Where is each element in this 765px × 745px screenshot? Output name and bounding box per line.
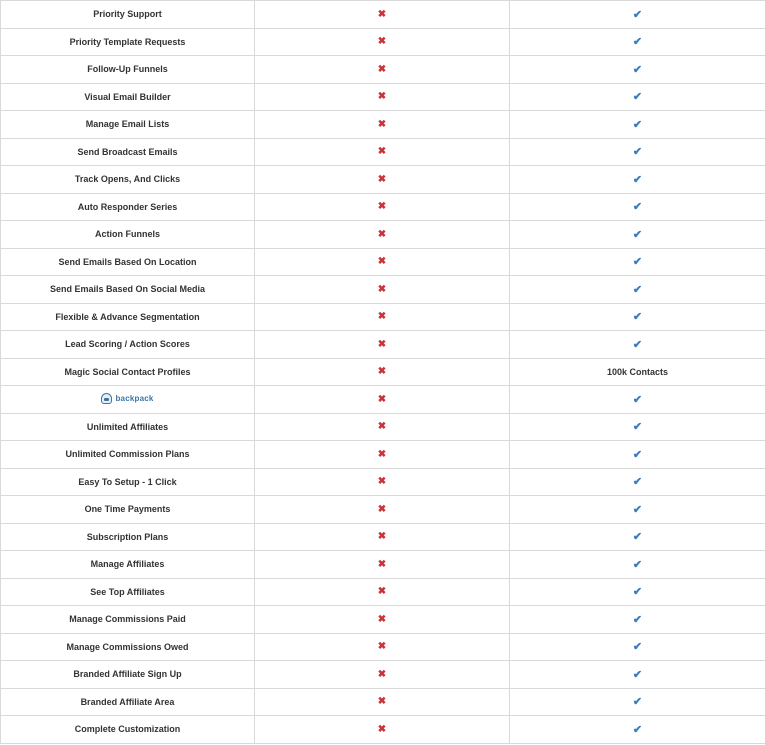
basic-plan-cell [255, 386, 510, 414]
basic-plan-cell [255, 523, 510, 551]
checkmark-icon: ✔ [632, 613, 643, 626]
feature-label: Flexible & Advance Segmentation [55, 311, 200, 322]
feature-label: Lead Scoring / Action Scores [65, 339, 190, 350]
table-row [1, 248, 765, 276]
feature-cell [1, 578, 255, 606]
checkmark-icon: ✔ [632, 668, 643, 681]
cross-icon: ✖ [377, 201, 387, 213]
checkmark-icon: ✔ [632, 283, 643, 296]
feature-label: Manage Commissions Owed [66, 641, 189, 652]
feature-cell [1, 606, 255, 634]
cross-icon: ✖ [377, 558, 387, 570]
table-row [1, 111, 765, 139]
feature-cell [1, 441, 255, 469]
feature-cell [1, 413, 255, 441]
cross-icon: ✖ [377, 641, 387, 653]
cross-icon: ✖ [377, 36, 387, 48]
basic-plan-cell [255, 716, 510, 744]
cross-icon: ✖ [377, 613, 387, 625]
basic-plan-cell [255, 193, 510, 221]
basic-plan-cell [255, 276, 510, 304]
feature-cell [1, 221, 255, 249]
backpack-logo [101, 393, 153, 404]
basic-plan-cell [255, 661, 510, 689]
table-row [1, 413, 765, 441]
cross-icon: ✖ [377, 448, 387, 460]
feature-cell [1, 248, 255, 276]
feature-label: One Time Payments [84, 504, 171, 515]
checkmark-icon: ✔ [632, 586, 643, 599]
pro-plan-cell [510, 688, 765, 716]
table-row [1, 468, 765, 496]
pro-plan-cell [510, 193, 765, 221]
pro-plan-cell [510, 138, 765, 166]
basic-plan-cell [255, 1, 510, 29]
checkmark-icon: ✔ [632, 641, 643, 654]
table-row [1, 716, 765, 744]
feature-label: Send Emails Based On Social Media [49, 284, 206, 295]
feature-cell [1, 1, 255, 29]
basic-plan-cell [255, 303, 510, 331]
checkmark-icon: ✔ [632, 311, 643, 324]
feature-label: Manage Email Lists [85, 119, 170, 130]
feature-label: Manage Affiliates [90, 559, 165, 570]
pro-plan-cell [510, 303, 765, 331]
feature-label: Branded Affiliate Area [80, 696, 175, 707]
cross-icon: ✖ [377, 311, 387, 323]
table-row [1, 276, 765, 304]
feature-label: Action Funnels [95, 229, 160, 240]
feature-label: See Top Affiliates [90, 586, 165, 597]
basic-plan-cell [255, 551, 510, 579]
cross-icon: ✖ [377, 63, 387, 75]
feature-label: Auto Responder Series [77, 201, 178, 212]
pro-plan-cell [510, 248, 765, 276]
basic-plan-cell [255, 413, 510, 441]
basic-plan-cell [255, 496, 510, 524]
feature-cell [1, 523, 255, 551]
cross-icon: ✖ [377, 338, 387, 350]
cross-icon: ✖ [377, 283, 387, 295]
pro-plan-cell [510, 633, 765, 661]
feature-cell [1, 331, 255, 359]
cross-icon: ✖ [377, 256, 387, 268]
basic-plan-cell [255, 606, 510, 634]
table-row [1, 661, 765, 689]
pro-plan-cell [510, 83, 765, 111]
cross-icon: ✖ [377, 91, 387, 103]
checkmark-icon: ✔ [632, 36, 643, 49]
feature-cell [1, 496, 255, 524]
basic-plan-cell [255, 221, 510, 249]
feature-label: Priority Support [93, 9, 162, 20]
cross-icon: ✖ [377, 476, 387, 488]
cross-icon: ✖ [377, 531, 387, 543]
pro-plan-cell [510, 331, 765, 359]
feature-label: Unlimited Affiliates [86, 421, 169, 432]
basic-plan-cell [255, 578, 510, 606]
pro-plan-cell [510, 1, 765, 29]
feature-cell [1, 551, 255, 579]
basic-plan-cell [255, 56, 510, 84]
feature-cell [1, 28, 255, 56]
cross-icon: ✖ [377, 228, 387, 240]
feature-label: Visual Email Builder [84, 91, 171, 102]
checkmark-icon: ✔ [632, 393, 643, 406]
basic-plan-cell [255, 138, 510, 166]
feature-cell [1, 633, 255, 661]
checkmark-icon: ✔ [632, 146, 643, 159]
checkmark-icon: ✔ [632, 228, 643, 241]
table-row [1, 523, 765, 551]
basic-plan-cell [255, 633, 510, 661]
checkmark-icon: ✔ [632, 696, 643, 709]
checkmark-icon: ✔ [632, 63, 643, 76]
feature-label: Unlimited Commission Plans [65, 449, 190, 460]
checkmark-icon: ✔ [632, 421, 643, 434]
table-body [1, 1, 765, 744]
pro-plan-cell [510, 358, 765, 386]
pro-plan-cell [510, 221, 765, 249]
feature-cell [1, 386, 255, 414]
pro-plan-cell [510, 413, 765, 441]
table-row [1, 303, 765, 331]
checkmark-icon: ✔ [632, 201, 643, 214]
table-row [1, 28, 765, 56]
cross-icon: ✖ [377, 118, 387, 130]
pro-plan-cell [510, 441, 765, 469]
basic-plan-cell [255, 688, 510, 716]
table-row [1, 83, 765, 111]
feature-label: Track Opens, And Clicks [74, 174, 181, 185]
feature-cell [1, 661, 255, 689]
feature-cell [1, 166, 255, 194]
cross-icon: ✖ [377, 366, 387, 378]
pro-plan-cell [510, 386, 765, 414]
table-row [1, 331, 765, 359]
basic-plan-cell [255, 28, 510, 56]
backpack-icon [101, 393, 112, 404]
pro-plan-cell [510, 716, 765, 744]
checkmark-icon: ✔ [632, 531, 643, 544]
plan-value: 100k Contacts [606, 366, 669, 377]
checkmark-icon: ✔ [632, 723, 643, 736]
feature-label: Branded Affiliate Sign Up [73, 669, 182, 680]
basic-plan-cell [255, 111, 510, 139]
checkmark-icon: ✔ [632, 503, 643, 516]
basic-plan-cell [255, 468, 510, 496]
cross-icon: ✖ [377, 393, 387, 405]
pro-plan-cell [510, 523, 765, 551]
feature-cell [1, 138, 255, 166]
pro-plan-cell [510, 468, 765, 496]
feature-cell [1, 83, 255, 111]
table-row [1, 386, 765, 414]
table-row [1, 358, 765, 386]
table-row [1, 578, 765, 606]
checkmark-icon: ✔ [632, 118, 643, 131]
cross-icon: ✖ [377, 696, 387, 708]
backpack-logo-text: backpack [115, 393, 154, 403]
pro-plan-cell [510, 661, 765, 689]
table-row [1, 138, 765, 166]
feature-cell [1, 358, 255, 386]
pro-plan-cell [510, 276, 765, 304]
pro-plan-cell [510, 606, 765, 634]
feature-label: Priority Template Requests [69, 36, 186, 47]
cross-icon: ✖ [377, 8, 387, 20]
checkmark-icon: ✔ [632, 8, 643, 21]
basic-plan-cell [255, 358, 510, 386]
feature-cell [1, 111, 255, 139]
pro-plan-cell [510, 166, 765, 194]
table-row [1, 193, 765, 221]
pro-plan-cell [510, 578, 765, 606]
cross-icon: ✖ [377, 173, 387, 185]
table-row [1, 166, 765, 194]
pro-plan-cell [510, 28, 765, 56]
pro-plan-cell [510, 56, 765, 84]
cross-icon: ✖ [377, 146, 387, 158]
table-row [1, 1, 765, 29]
table-row [1, 221, 765, 249]
feature-label: Magic Social Contact Profiles [64, 366, 191, 377]
feature-label: Complete Customization [74, 724, 181, 735]
checkmark-icon: ✔ [632, 558, 643, 571]
pro-plan-cell [510, 111, 765, 139]
cross-icon: ✖ [377, 421, 387, 433]
feature-label: Follow-Up Funnels [87, 64, 168, 75]
table-row [1, 56, 765, 84]
feature-label: Send Broadcast Emails [77, 146, 178, 157]
pro-plan-cell [510, 551, 765, 579]
table-row [1, 633, 765, 661]
basic-plan-cell [255, 248, 510, 276]
pro-plan-cell [510, 496, 765, 524]
feature-cell [1, 688, 255, 716]
feature-cell [1, 303, 255, 331]
feature-cell [1, 716, 255, 744]
cross-icon: ✖ [377, 503, 387, 515]
checkmark-icon: ✔ [632, 476, 643, 489]
checkmark-icon: ✔ [632, 448, 643, 461]
feature-label: Easy To Setup - 1 Click [78, 476, 177, 487]
table-row [1, 688, 765, 716]
feature-cell [1, 276, 255, 304]
cross-icon: ✖ [377, 668, 387, 680]
table-row [1, 496, 765, 524]
table-row [1, 551, 765, 579]
feature-cell [1, 56, 255, 84]
checkmark-icon: ✔ [632, 91, 643, 104]
feature-label: Send Emails Based On Location [58, 256, 197, 267]
checkmark-icon: ✔ [632, 256, 643, 269]
cross-icon: ✖ [377, 723, 387, 735]
basic-plan-cell [255, 441, 510, 469]
feature-label: Subscription Plans [86, 531, 169, 542]
table-row [1, 606, 765, 634]
basic-plan-cell [255, 331, 510, 359]
checkmark-icon: ✔ [632, 173, 643, 186]
basic-plan-cell [255, 166, 510, 194]
feature-cell [1, 468, 255, 496]
basic-plan-cell [255, 83, 510, 111]
checkmark-icon: ✔ [632, 338, 643, 351]
table-row [1, 441, 765, 469]
feature-label: Manage Commissions Paid [69, 614, 186, 625]
feature-cell [1, 193, 255, 221]
cross-icon: ✖ [377, 586, 387, 598]
